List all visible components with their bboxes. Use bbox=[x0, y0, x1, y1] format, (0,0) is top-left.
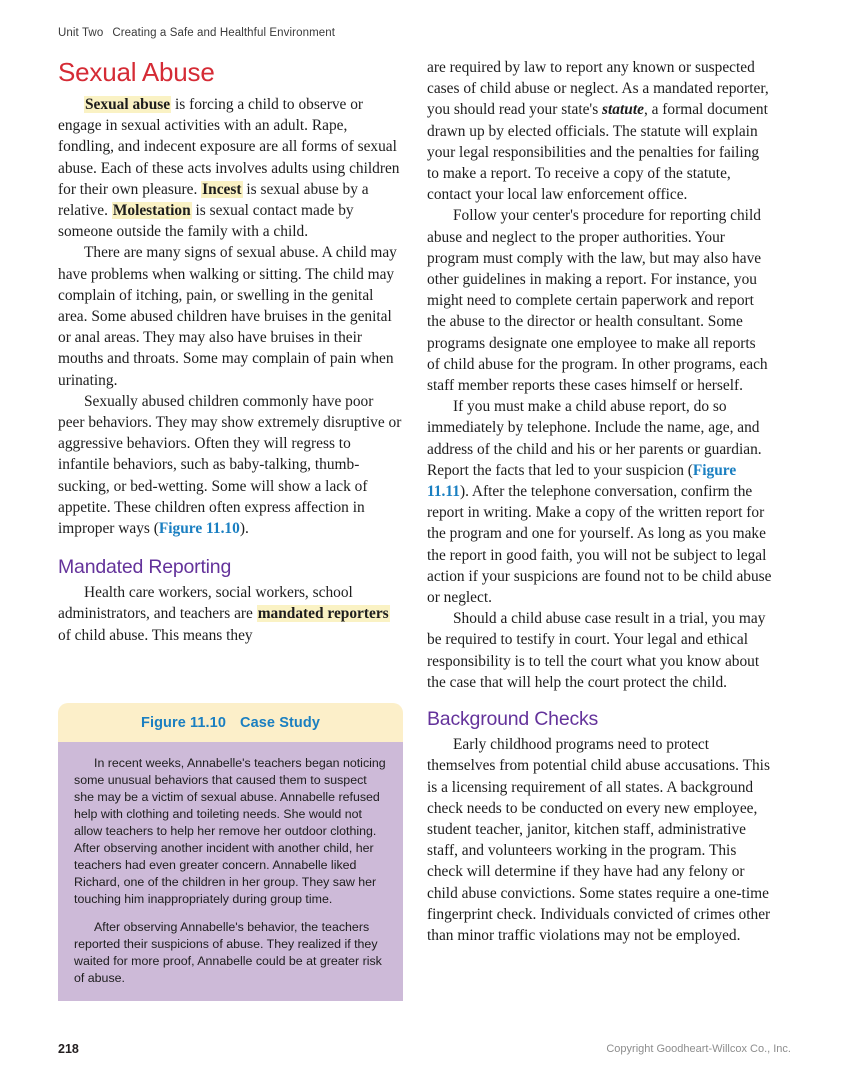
paragraph-center-procedure: Follow your center's procedure for reporting child abuse and neglect to the proper authorities. Your program must comply with the law, but may also have other guidelines in making a report. For instance, you might need to complete certain paperwork and report the abuse to the director or health consultant. Some programs designate one employee to make all reports of child abuse for the program. In other programs, each staff member reports these cases himself or herself. bbox=[427, 207, 768, 395]
paragraph-text: , a formal document drawn up by elected officials. The statute will explain your legal responsibilities and the penalties for failing to make a report. To receive a copy of the statute, contact your local law enforcement office. bbox=[427, 101, 768, 204]
right-column bbox=[427, 57, 772, 946]
paragraph-behaviors bbox=[58, 391, 403, 539]
paragraph-text: of child abuse. This means they bbox=[58, 626, 253, 644]
glossary-term-mandated-reporters: mandated reporters bbox=[257, 605, 389, 623]
copyright-notice: Copyright Goodheart-Willcox Co., Inc. bbox=[606, 1043, 791, 1055]
figure-paragraph-1: In recent weeks, Annabelle's teachers began noticing some unusual behaviors that caused them to suspect she may be a victim of sexual abuse. Annabelle refused help with clothing and toileting needs. She would not allow teachers to help her remove her outdoor clothing. After observing another incident with another child, her teachers had even greater concern. Annabelle liked Richard, one of the children in her group. They saw her touching him inappropriately during group time. bbox=[74, 756, 386, 906]
paragraph-mandated-reporters bbox=[58, 582, 403, 646]
left-column bbox=[58, 57, 403, 646]
figure-number: Figure 11.10 bbox=[140, 715, 227, 731]
glossary-term-molestation: Molestation bbox=[112, 202, 191, 220]
figure-label: Case Study bbox=[240, 715, 320, 731]
figure-header bbox=[58, 703, 403, 742]
paragraph-testify-in-court: Should a child abuse case result in a trial, you may be required to testify in court. Your legal and ethical responsibility is to tell the court what you know about the case that will help the court protect the child. bbox=[427, 610, 766, 691]
subsection-heading-background-checks: Background Checks bbox=[427, 708, 599, 731]
paragraph-making-report bbox=[427, 396, 772, 608]
paragraph-text: Sexually abused children commonly have poor peer behaviors. They may show extremely disruptive or aggressive behaviors. Often they will regress to infantile behaviors, such as baby-talking, thumb-sucking, or bed-wetting. Some will show a lack of appetite. These children often express affection in improper ways ( bbox=[58, 392, 402, 538]
paragraph-text: is sexual abuse by a relative. bbox=[58, 180, 369, 220]
paragraph-text: ). bbox=[239, 520, 249, 538]
running-head-unit: Unit Two bbox=[58, 27, 104, 39]
paragraph-text: are required by law to report any known or suspected cases of child abuse or neglect. As a mandated reporter, you should read your state's bbox=[427, 59, 769, 119]
paragraph-sexual-abuse-definition bbox=[58, 94, 403, 242]
figure-body bbox=[58, 742, 403, 1001]
subsection-heading-mandated-reporting: Mandated Reporting bbox=[58, 556, 232, 579]
paragraph-signs-of-abuse: There are many signs of sexual abuse. A child may have problems when walking or sitting. The child may complain of itching, pain, or swelling in the genital area. Some abused children have bruises in the genital or anal areas. They may also have bruises in their mouths and throats. Some may complain of pain when urinating. bbox=[58, 244, 397, 389]
figure-paragraph-2: After observing Annabelle's behavior, the teachers reported their suspicions of abuse. They realized if they waited for more proof, Annabelle could be at greater risk of abuse. bbox=[74, 920, 382, 985]
paragraph-text: is forcing a child to observe or engage in sexual activities with an adult. Rape, fondling, and indecent exposure are all forms of sexual abuse. Each of these acts involves adults using children for their own pleasure. bbox=[58, 96, 400, 198]
page-number: 218 bbox=[58, 1042, 79, 1056]
figure-case-study bbox=[58, 703, 403, 1001]
glossary-term-statute: statute bbox=[602, 101, 644, 119]
paragraph-text: is sexual contact made by someone outside the family with a child. bbox=[58, 202, 354, 241]
running-head-title: Creating a Safe and Healthful Environment bbox=[112, 27, 336, 39]
paragraph-text: Health care workers, social workers, school administrators, and teachers are bbox=[58, 584, 353, 623]
figure-reference-link[interactable]: Figure 11.10 bbox=[158, 520, 240, 538]
paragraph-statute bbox=[427, 57, 772, 205]
glossary-term-sexual-abuse: Sexual abuse bbox=[85, 96, 171, 113]
paragraph-text: ). After the telephone conversation, confirm the report in writing. Make a copy of the written report for the program and one for yourself. As long as you make the report in good faith, you will not be subject to legal action if your suspicions are found not to be child abuse or neglect. bbox=[427, 483, 772, 607]
figure-reference-link[interactable]: Figure 11.11 bbox=[427, 461, 737, 501]
glossary-term-incest: Incest bbox=[202, 180, 242, 198]
page-title: Sexual Abuse bbox=[58, 57, 215, 87]
paragraph-text: If you must make a child abuse report, do so immediately by telephone. Include the name, age, and address of the child and his or her parents or guardian. Report the facts that led to your suspicion ( bbox=[427, 398, 762, 479]
paragraph-background-checks: Early childhood programs need to protect themselves from potential child abuse accusations. This is a licensing requirement of all states. A background check needs to be conducted on every new employee, student teacher, janitor, kitchen staff, administrative staff, and volunteers working in the program. This check will determine if they have had any felony or child abuse convictions. Some states require a one-time fingerprint check. Individuals convicted of crimes other than minor traffic violations may not be employed. bbox=[427, 736, 771, 944]
running-head bbox=[58, 27, 335, 39]
